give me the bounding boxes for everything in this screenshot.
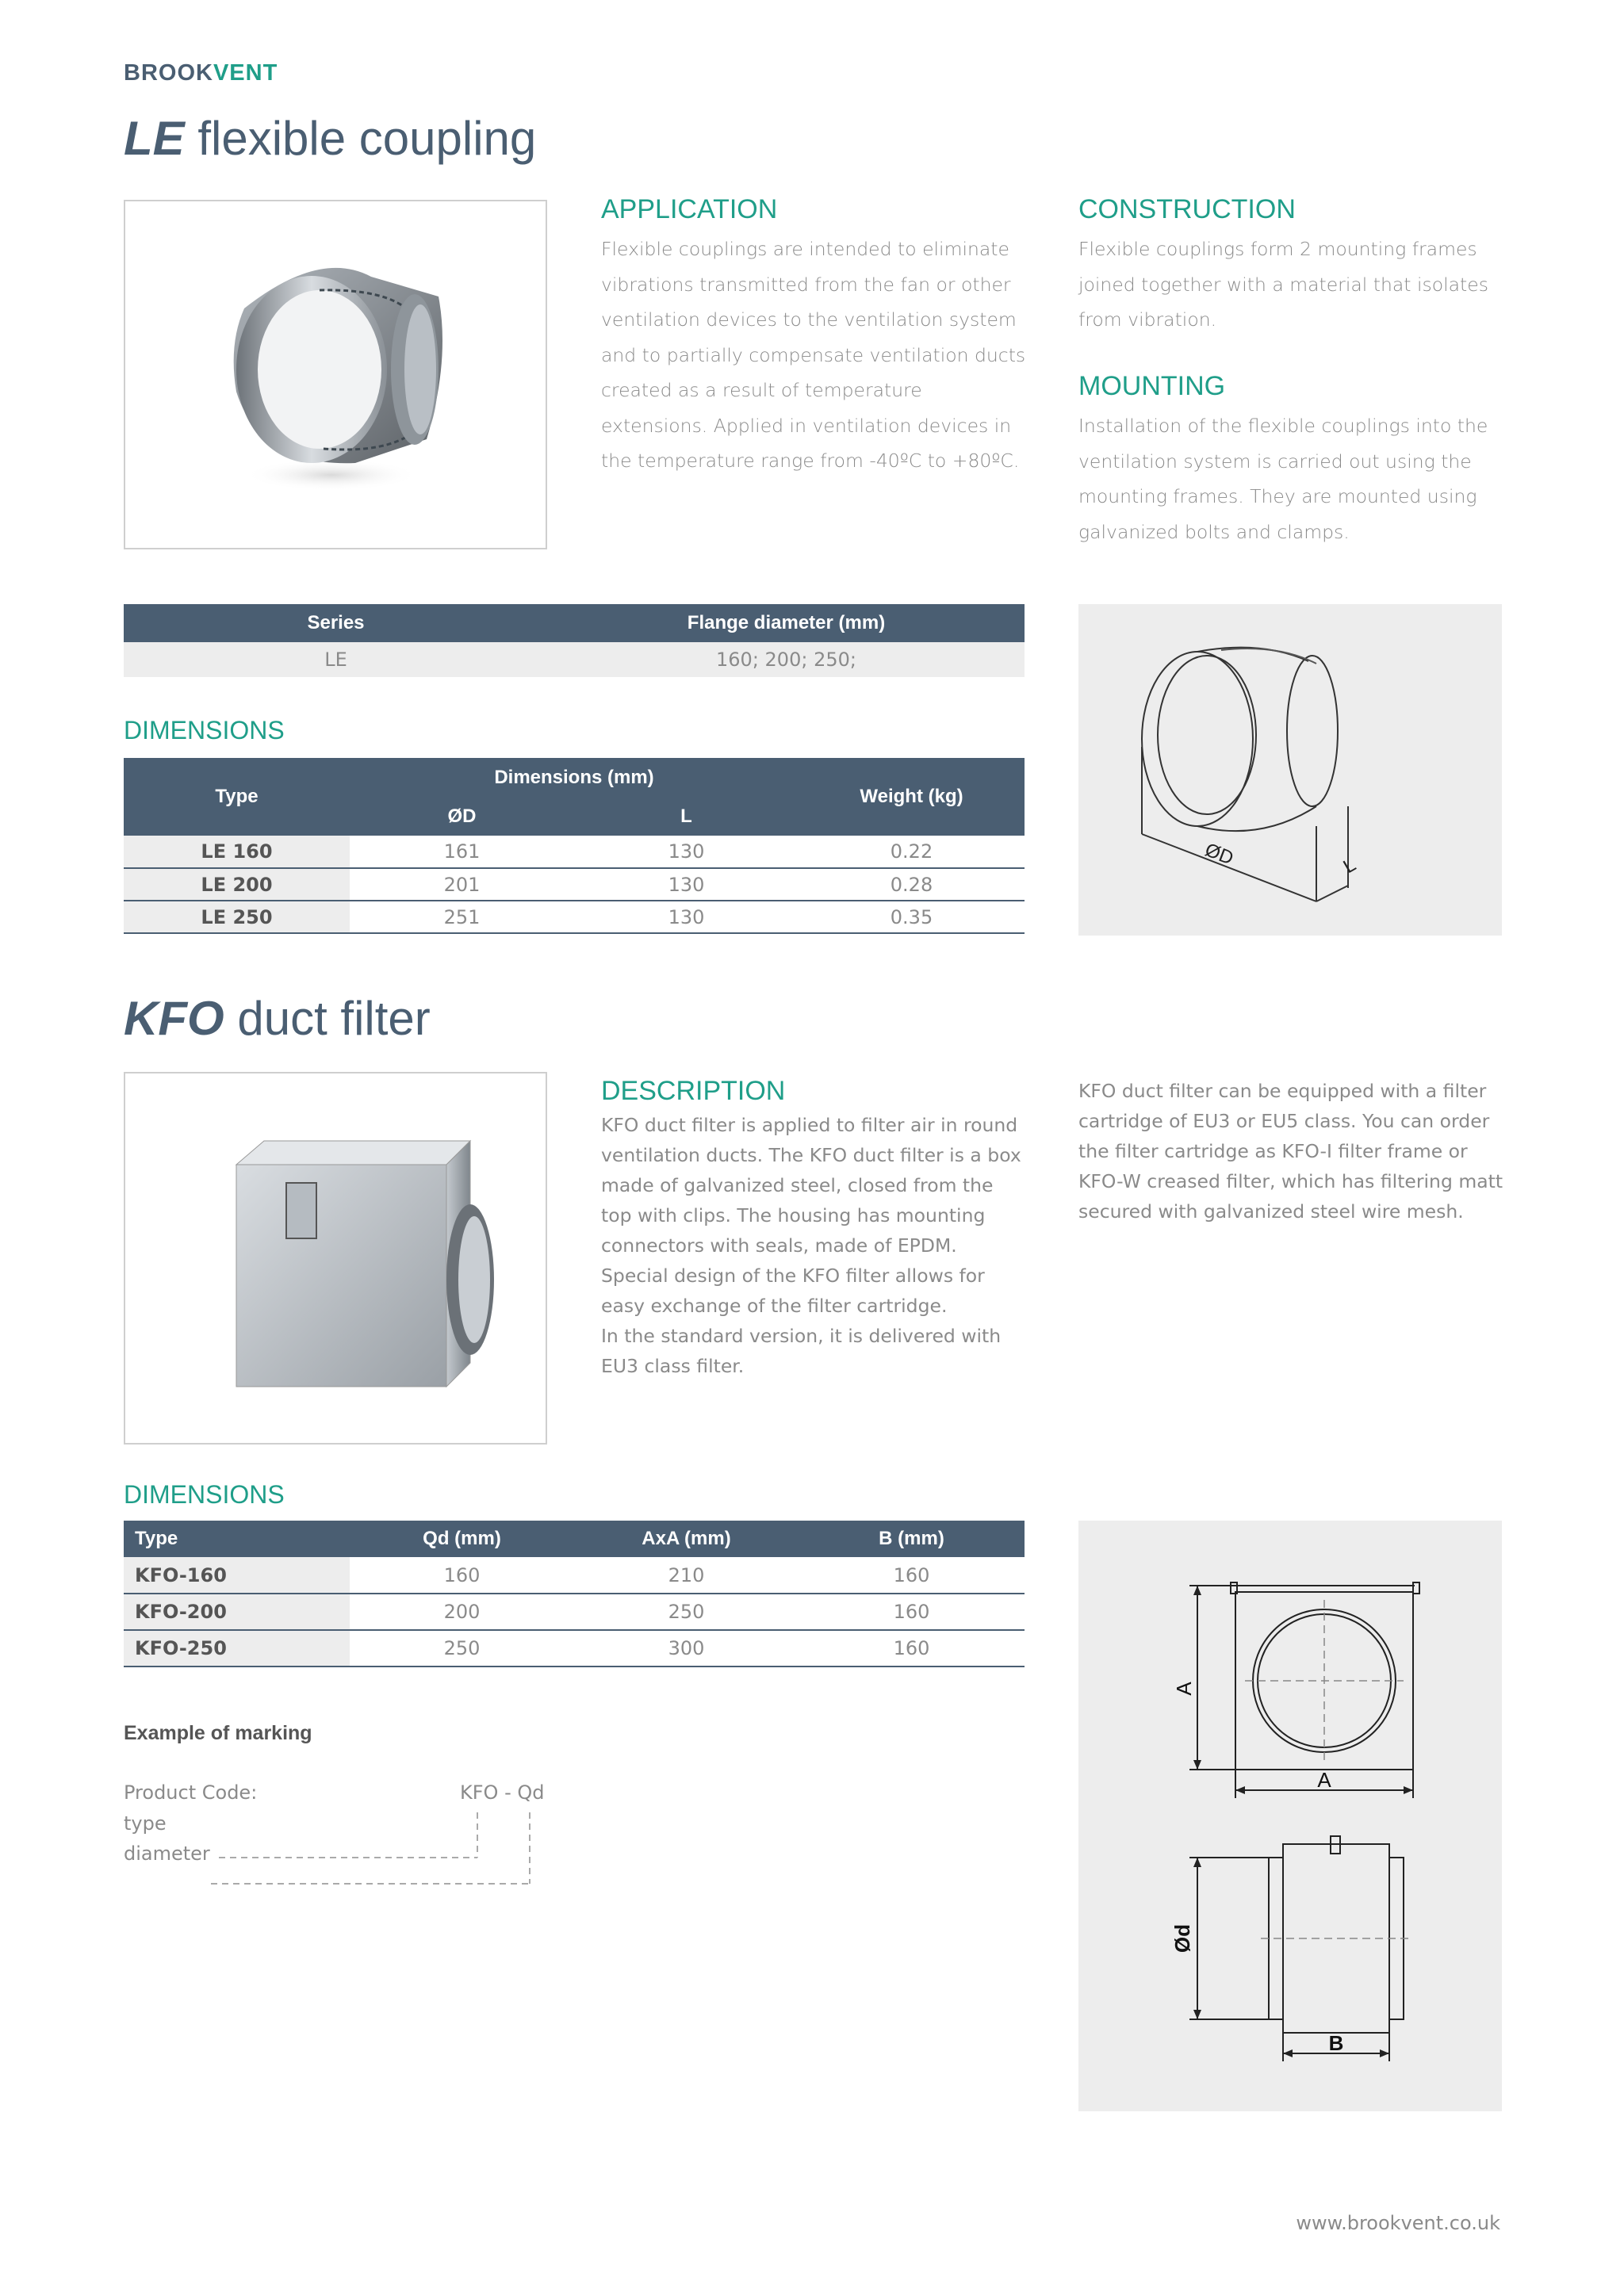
table-row: [124, 1557, 1025, 1594]
kfo-filter-illustration: [125, 1073, 546, 1443]
axa-cell: 300: [574, 1630, 799, 1667]
weight-cell: 0.22: [799, 836, 1025, 868]
b-cell: 160: [799, 1630, 1025, 1667]
mounting-heading: MOUNTING: [1078, 371, 1226, 401]
od-cell: 251: [350, 901, 574, 933]
brand-part1: BROOK: [124, 60, 213, 86]
table-row: [124, 868, 1025, 901]
type-cell: LE 160: [124, 836, 350, 868]
axa-cell: 250: [574, 1594, 799, 1630]
le-title-rest: flexible coupling: [184, 112, 537, 165]
qd-cell: 250: [350, 1630, 574, 1667]
weight-cell: 0.35: [799, 901, 1025, 933]
table-row: [124, 642, 1025, 677]
weight-header: Weight (kg): [799, 758, 1025, 836]
qd-header: Qd (mm): [350, 1521, 574, 1557]
l-header: L: [574, 798, 799, 836]
diameter-label: diameter: [124, 1843, 210, 1865]
kfo-title: [124, 991, 431, 1046]
kfo-dimensions-table: [124, 1521, 1025, 1667]
series-value: LE: [124, 642, 548, 677]
table-row: [124, 1594, 1025, 1630]
product-code-value: KFO - Qd: [460, 1781, 545, 1804]
le-product-image: [124, 200, 547, 549]
table-row: [124, 836, 1025, 868]
kfo-technical-drawing: [1078, 1521, 1502, 2111]
cartridge-text: KFO duct filter can be equipped with a filter cartridge of EU3 or EU5 class. You can order the filter cartridge as KFO-I filter frame or KFO-W creased filter, which has filtering matt secured with galvanized steel wire mesh.: [1078, 1080, 1503, 1223]
le-dimensions-table: [124, 758, 1025, 934]
od-cell: 161: [350, 836, 574, 868]
b-cell: 160: [799, 1557, 1025, 1594]
series-header: Series: [124, 604, 548, 642]
le-title-bold: LE: [124, 112, 185, 165]
le-series-table: [124, 604, 1025, 677]
od-label: ØD: [1201, 839, 1237, 870]
construction-heading: CONSTRUCTION: [1078, 194, 1296, 224]
product-code-label: Product Code:: [124, 1781, 258, 1804]
qd-cell: 160: [350, 1557, 574, 1594]
type-header: Type: [124, 1521, 350, 1557]
type-cell: KFO-200: [124, 1594, 350, 1630]
b-cell: 160: [799, 1594, 1025, 1630]
marking-heading: Example of marking: [124, 1722, 312, 1744]
mounting-text: Installation of the flexible couplings into the ventilation system is carried out using the mounting frames. They are mounted using galvanized bolts and clamps.: [1078, 415, 1488, 543]
weight-cell: 0.28: [799, 868, 1025, 901]
type-cell: LE 200: [124, 868, 350, 901]
qd-cell: 200: [350, 1594, 574, 1630]
axa-cell: 210: [574, 1557, 799, 1594]
kfo-dimensions-heading: DIMENSIONS: [124, 1480, 285, 1509]
flange-diameter-value: 160; 200; 250;: [548, 642, 1025, 677]
type-header: Type: [124, 758, 350, 836]
le-coupling-illustration: [125, 201, 546, 548]
b-label: B: [1328, 2031, 1344, 2055]
footer-url[interactable]: www.brookvent.co.uk: [1296, 2212, 1500, 2234]
axa-header: AxA (mm): [574, 1521, 799, 1557]
description-text-2: In the standard version, it is delivered with EU3 class filter.: [601, 1325, 1002, 1377]
table-row: [124, 1630, 1025, 1667]
le-technical-drawing: [1078, 604, 1502, 936]
a-horizontal-label: A: [1317, 1768, 1331, 1792]
kfo-title-bold: KFO: [124, 992, 224, 1045]
type-cell: LE 250: [124, 901, 350, 933]
application-text: Flexible couplings are intended to eliminate vibrations transmitted from the fan or other ventilation devices to the ventilation system and to partially compensate ventilation ducts created as a result of temperature extensions. Applied in ventilation devices in the temperature range from -40ºC to +80ºC.: [601, 238, 1026, 472]
od-cell: 201: [350, 868, 574, 901]
type-label: type: [124, 1812, 167, 1835]
od-label: Ød: [1170, 1923, 1194, 1954]
l-label: L: [1339, 854, 1360, 878]
dimensions-header: Dimensions (mm): [350, 758, 799, 798]
kfo-product-image: [124, 1072, 547, 1445]
brand-part2: VENT: [213, 60, 278, 86]
construction-text: Flexible couplings form 2 mounting frames joined together with a material that isolates from vibration.: [1078, 238, 1488, 331]
a-vertical-label: A: [1172, 1682, 1196, 1696]
application-heading: APPLICATION: [601, 194, 778, 224]
table-row: [124, 901, 1025, 933]
description-text-1: KFO duct filter is applied to filter air in round ventilation ducts. The KFO duct filter is a box made of galvanized steel, closed from the top with clips. The housing has mounting connectors with seals, made of EPDM. Special design of the KFO filter allows for easy exchange of the filter cartridge.: [601, 1114, 1021, 1317]
l-cell: 130: [574, 868, 799, 901]
flange-diameter-header: Flange diameter (mm): [548, 604, 1025, 642]
type-cell: KFO-160: [124, 1557, 350, 1594]
type-cell: KFO-250: [124, 1630, 350, 1667]
le-title: [124, 111, 536, 166]
kfo-title-rest: duct filter: [224, 992, 431, 1045]
description-heading: DESCRIPTION: [601, 1076, 786, 1106]
b-header: B (mm): [799, 1521, 1025, 1557]
kfo-drawing-svg: [1078, 1521, 1502, 2111]
marking-leader-lines: [124, 1800, 552, 1887]
description-text: [601, 1110, 1029, 1381]
brand-logo: [124, 60, 278, 86]
l-cell: 130: [574, 836, 799, 868]
le-drawing-svg: [1078, 604, 1502, 936]
l-cell: 130: [574, 901, 799, 933]
od-header: ØD: [350, 798, 574, 836]
le-dimensions-heading: DIMENSIONS: [124, 716, 285, 744]
